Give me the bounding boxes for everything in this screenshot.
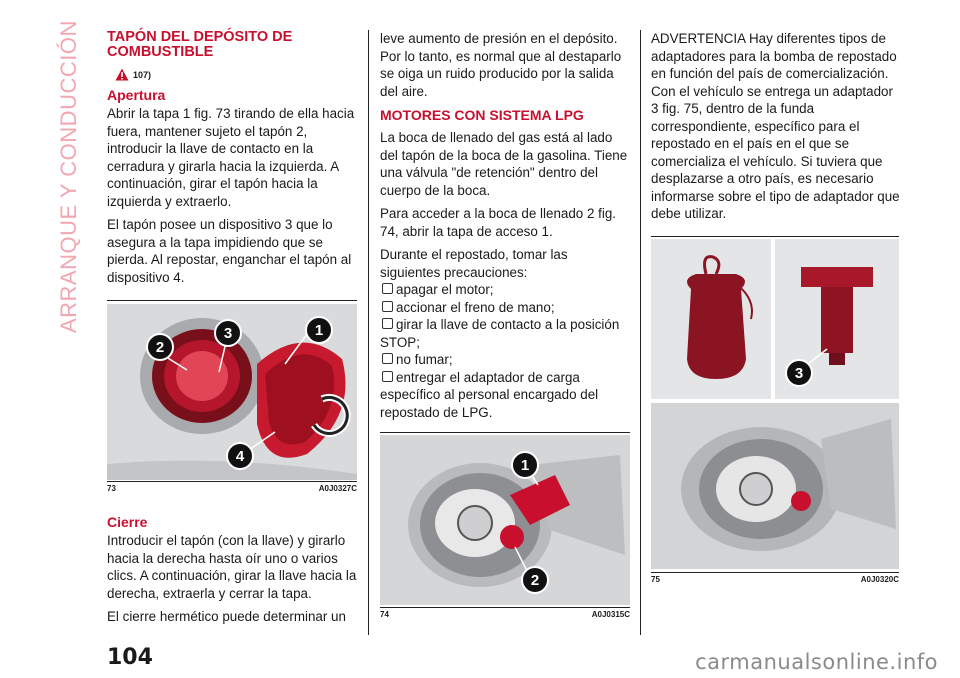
figure-74-caption	[380, 610, 630, 619]
paragraph: El tapón posee un dispositivo 3 que lo asegura a la tapa impidiendo que se pierda. Al repostar, enganchar el tapón al dispositivo 4.	[107, 217, 352, 285]
figure-number: 75	[651, 575, 660, 584]
svg-text:1: 1	[520, 457, 530, 474]
section-heading-lpg: MOTORES CON SISTEMA LPG	[380, 107, 584, 123]
warning-ref-number: 107)	[133, 69, 152, 80]
figure-number: 74	[380, 610, 389, 619]
precautions-list	[380, 281, 630, 421]
svg-text:2: 2	[155, 339, 165, 356]
column-2	[380, 30, 630, 425]
figure-74-callout	[512, 452, 538, 478]
paragraph: Abrir la tapa 1 fig. 73 tirando de ella hacia fuera, mantener sujeto el tapón 2, introducir la llave de contacto en la cerradura y girarla hacia la izquierda. A continuación, girar el tapón hacia la izquierda y extraerlo.	[107, 106, 355, 209]
list-item: no fumar;	[380, 351, 630, 369]
column-divider	[640, 30, 641, 635]
svg-text:3: 3	[223, 325, 233, 342]
list-item: entregar el adaptador de carga específico al personal encargado del repostado de LPG.	[380, 369, 599, 420]
page-number: 104	[107, 645, 153, 670]
figure-code: A0J0327C	[318, 484, 357, 493]
figure-75-callout	[786, 360, 812, 386]
subheading-opening: Apertura	[107, 87, 166, 103]
figure-73-illustration	[107, 304, 357, 480]
svg-text:1: 1	[314, 322, 324, 339]
figure-code: A0J0315C	[591, 610, 630, 619]
subheading-closing: Cierre	[107, 514, 148, 530]
column-1-continued	[107, 514, 357, 632]
checkbox-bullet-icon	[382, 301, 393, 312]
figure-73-callout	[147, 334, 173, 360]
figure-74	[380, 432, 630, 622]
svg-text:4: 4	[235, 448, 245, 465]
figure-73	[107, 300, 357, 496]
warning-triangle-icon	[115, 68, 129, 81]
paragraph: leve aumento de presión en el depósito. Por lo tanto, es normal que al destaparlo se oiga un ruido producido por la salida del aire.	[380, 31, 622, 99]
svg-text:2: 2	[530, 572, 540, 589]
figure-73-callout	[306, 317, 332, 343]
paragraph: El cierre hermético puede determinar un	[107, 609, 346, 624]
figure-code: A0J0320C	[860, 575, 899, 584]
checkbox-bullet-icon	[382, 353, 393, 364]
figure-75-illustration	[651, 239, 899, 569]
column-divider	[368, 30, 369, 635]
figure-74-callout	[522, 567, 548, 593]
figure-74-illustration	[380, 435, 630, 605]
section-heading-fuel-cap: TAPÓN DEL DEPÓSITO DE COMBUSTIBLE	[107, 29, 293, 60]
checkbox-bullet-icon	[382, 318, 393, 329]
list-item: accionar el freno de mano;	[380, 299, 630, 317]
column-1	[107, 30, 357, 292]
figure-75	[651, 236, 899, 586]
paragraph: ADVERTENCIA Hay diferentes tipos de adaptadores para la bomba de repostado en función del país de comercialización. Con el vehículo se entrega un adaptador 3 fig. 75, dentro de la funda correspondiente, específico para el repostado en el país en el que se comercializa el vehículo. Si tuviera que desplazarse a otro país, es necesario informarse sobre el tipo de adaptador que debe utilizar.	[651, 31, 900, 221]
checkbox-bullet-icon	[382, 371, 393, 382]
figure-75-caption	[651, 575, 899, 584]
warning-reference	[115, 68, 357, 81]
paragraph: Introducir el tapón (con la llave) y girarlo hacia la derecha hasta oír uno o varios clics. A continuación, girar la llave hacia la derecha, extraerla y cerrar la tapa.	[107, 533, 357, 601]
paragraph: La boca de llenado del gas está al lado del tapón de la boca de la gasolina. Tiene una válvula "de retención" dentro del cuerpo de la boca.	[380, 130, 628, 198]
paragraph: Para acceder a la boca de llenado 2 fig. 74, abrir la tapa de acceso 1.	[380, 206, 616, 239]
chapter-side-title: ARRANQUE Y CONDUCCIÓN	[56, 20, 81, 333]
column-3	[651, 30, 901, 229]
watermark: carmanualsonline.info	[695, 650, 938, 674]
list-item: girar la llave de contacto a la posición STOP;	[380, 317, 620, 350]
figure-73-callout	[215, 320, 241, 346]
figure-number: 73	[107, 484, 116, 493]
figure-73-caption	[107, 484, 357, 493]
svg-text:3: 3	[794, 365, 804, 382]
figure-73-callout	[227, 443, 253, 469]
paragraph: Durante el repostado, tomar las siguientes precauciones:	[380, 247, 568, 280]
checkbox-bullet-icon	[382, 283, 393, 294]
list-item: apagar el motor;	[380, 281, 630, 299]
